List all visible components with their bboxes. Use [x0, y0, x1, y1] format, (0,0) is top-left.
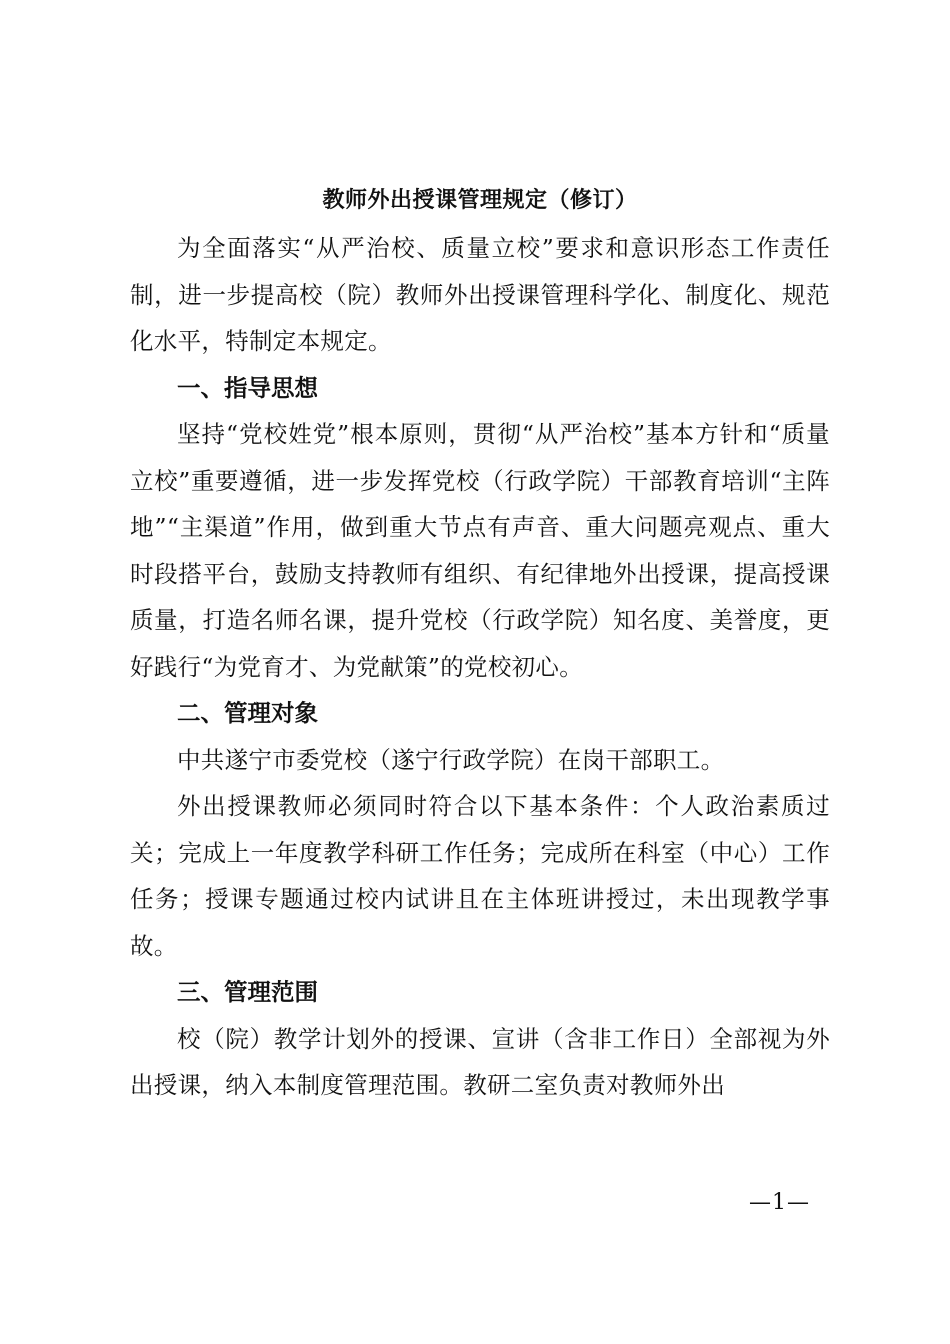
section-heading-guiding-ideology: 一、指导思想 — [177, 373, 318, 402]
document-body — [130, 225, 830, 1109]
section-heading-management-scope: 三、管理范围 — [177, 978, 318, 1006]
section-heading-management-target: 二、管理对象 — [177, 699, 318, 727]
document-title: 教师外出授课管理规定（修订） — [322, 187, 638, 213]
paragraph-guiding-ideology: 坚持“党校姓党”根本原则，贯彻“从严治校”基本方针和“质量立校”重要遵循，进一步发挥党校（行政学院）干部教育培训“主阵地”“主渠道”作用，做到重大节点有声音、重大问题亮观点、重大时段搭平台，鼓励支持教师有组织、有纪律地外出授课，提高授课质量，打造名师名课，提升党校（行政学院）知名度、美誉度，更好践行“为党育才、为党献策”的党校初心。 — [130, 420, 830, 681]
paragraph-basic-conditions: 外出授课教师必须同时符合以下基本条件：个人政治素质过关；完成上一年度教学科研工作任务；完成所在科室（中心）工作任务；授课专题通过校内试讲且在主体班讲授过，未出现教学事故。 — [130, 792, 830, 960]
paragraph-management-target: 中共遂宁市委党校（遂宁行政学院）在岗干部职工。 — [177, 745, 725, 774]
paragraph-management-scope: 校（院）教学计划外的授课、宣讲（含非工作日）全部视为外出授课，纳入本制度管理范围。教研二室负责对教师外出 — [130, 1024, 830, 1099]
page-number: —1— — [749, 1190, 810, 1215]
paragraph-intro: 为全面落实“从严治校、质量立校”要求和意识形态工作责任制，进一步提高校（院）教师外出授课管理科学化、制度化、规范化水平，特制定本规定。 — [130, 234, 830, 355]
